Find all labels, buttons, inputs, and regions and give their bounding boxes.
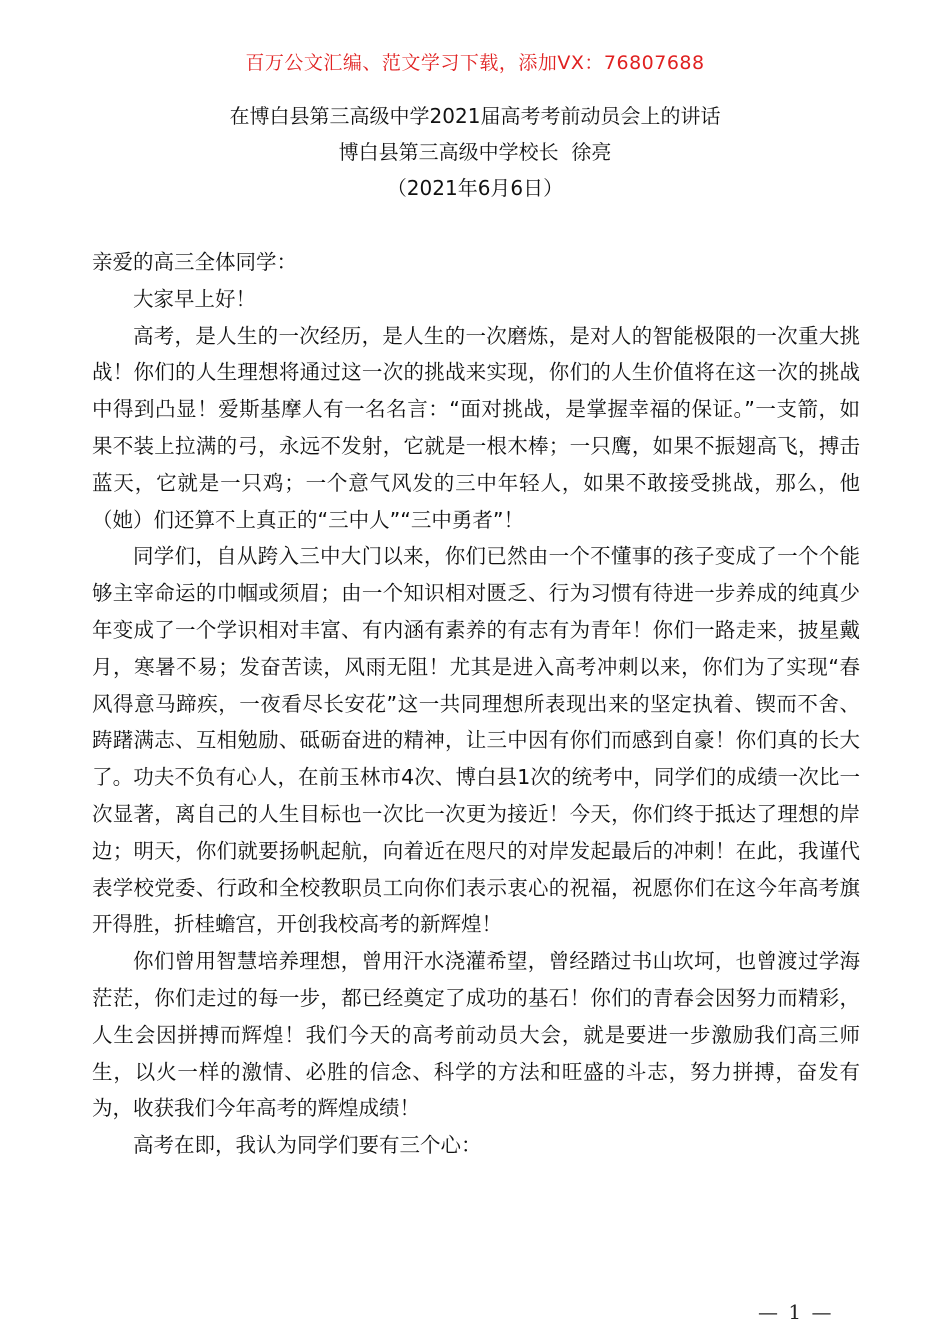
speech-title: 在博白县第三高级中学2021届高考考前动员会上的讲话 [229,104,721,128]
paragraph-1: 高考，是人生的一次经历，是人生的一次磨炼，是对人的智能极限的一次重大挑战！你们的人生理想将通过这一次的挑战来实现，你们的人生价值将在这一次的挑战中得到凸显！爱斯基摩人有一名名言：“面对挑战，是掌握幸福的保证。”一支箭，如果不装上拉满的弓，永远不发射，它就是一根木棒；一只鹰，如果不振翅高飞，搏击蓝天，它就是一只鸡；一个意气风发的三中年轻人，如果不敢接受挑战，那么，他（她）们还算不上真正的“三中人”“三中勇者”！ [92,323,860,532]
speech-date: （2021年6月6日） [386,176,564,200]
speech-body [92,244,860,1164]
speaker-line: 博白县第三高级中学校长 徐亮 [338,140,612,164]
greeting: 大家早上好！ [133,286,256,311]
page-number: — 1 — [758,1300,834,1324]
paragraph-4: 高考在即，我认为同学们要有三个心： [133,1133,482,1158]
watermark-banner: 百万公文汇编、范文学习下载，添加VX：76807688 [245,52,705,74]
title-block [0,98,950,206]
paragraph-3: 你们曾用智慧培养理想，曾用汗水浇灌希望，曾经踏过书山坎坷，也曾渡过学海茫茫，你们走过的每一步，都已经奠定了成功的基石！你们的青春会因努力而精彩，人生会因拼搏而辉煌！我们今天的高考前动员大会，就是要进一步激励我们高三师生，以火一样的激情、必胜的信念、科学的方法和旺盛的斗志，努力拼搏，奋发有为，收获我们今年高考的辉煌成绩！ [92,949,860,1121]
salutation: 亲爱的高三全体同学： [92,250,297,274]
paragraph-2: 同学们，自从跨入三中大门以来，你们已然由一个不懂事的孩子变成了一个个能够主宰命运的巾帼或须眉；由一个知识相对匮乏、行为习惯有待进一步养成的纯真少年变成了一个学识相对丰富、有内涵有素养的有志有为青年！你们一路走来，披星戴月，寒暑不易；发奋苦读，风雨无阻！尤其是进入高考冲刺以来，你们为了实现“春风得意马蹄疾，一夜看尽长安花”这一共同理想所表现出来的坚定执着、锲而不舍、踌躇满志、互相勉励、砥砺奋进的精神，让三中因有你们而感到自豪！你们真的长大了。功夫不负有心人，在前玉林市4次、博白县1次的统考中，同学们的成绩一次比一次显著，离自己的人生目标也一次比一次更为接近！今天，你们终于抵达了理想的岸边；明天，你们就要扬帆起航，向着近在咫尺的对岸发起最后的冲刺！在此，我谨代表学校党委、行政和全校教职员工向你们表示衷心的祝福，祝愿你们在这今年高考旗开得胜，折桂蟾宫，开创我校高考的新辉煌！ [92,544,860,937]
